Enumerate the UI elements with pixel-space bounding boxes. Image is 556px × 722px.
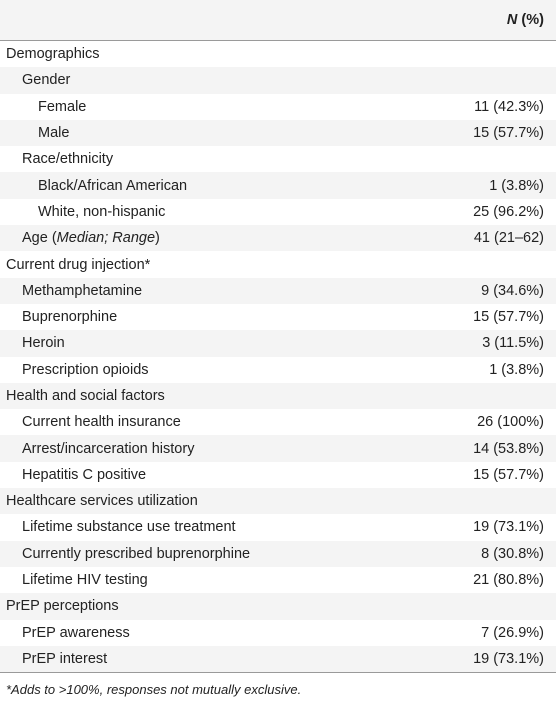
row-label xyxy=(0,493,198,509)
table-row xyxy=(0,383,556,409)
row-label xyxy=(0,230,160,246)
table-row xyxy=(0,514,556,540)
table-row xyxy=(0,620,556,646)
row-label-text: Lifetime HIV testing xyxy=(22,572,148,589)
row-value: 41 (21–62) xyxy=(473,230,544,247)
table-row xyxy=(0,567,556,593)
row-label xyxy=(0,598,119,614)
row-label xyxy=(0,651,107,667)
row-value: 15 (57.7%) xyxy=(473,309,544,326)
row-label xyxy=(0,546,250,562)
row-label-text: Heroin xyxy=(22,335,65,352)
row-label xyxy=(0,625,130,641)
table-row xyxy=(0,41,556,67)
row-label-text: Current health insurance xyxy=(22,414,181,431)
row-label-text: Methamphetamine xyxy=(22,282,143,299)
row-label-text: Female xyxy=(38,98,87,115)
row-value: 3 (11.5%) xyxy=(482,335,544,352)
row-value: 25 (96.2%) xyxy=(473,203,544,220)
row-label xyxy=(0,441,194,457)
table-footnote: *Adds to >100%, responses not mutually exclusive. xyxy=(6,682,302,698)
row-label-text: Hepatitis C positive xyxy=(22,466,147,483)
row-label-text: Race/ethnicity xyxy=(22,151,114,168)
row-label xyxy=(0,362,149,378)
row-value: 9 (34.6%) xyxy=(481,282,544,299)
table-row xyxy=(0,357,556,383)
row-label xyxy=(0,178,187,194)
table-row xyxy=(0,172,556,198)
row-label-text: Lifetime substance use treatment xyxy=(22,519,236,536)
table-row xyxy=(0,225,556,251)
row-label xyxy=(0,151,113,167)
row-label xyxy=(0,572,148,588)
row-label xyxy=(0,257,150,273)
row-label-text: Currently prescribed buprenorphine xyxy=(22,545,251,562)
column-header-n xyxy=(507,12,544,28)
table-row xyxy=(0,541,556,567)
row-label xyxy=(0,46,100,62)
table-row xyxy=(0,120,556,146)
row-label xyxy=(0,335,65,351)
row-label xyxy=(0,519,236,535)
row-label-text: PrEP interest xyxy=(22,650,108,667)
table-body xyxy=(0,41,556,673)
row-label-text: Buprenorphine xyxy=(22,309,118,326)
table-row xyxy=(0,330,556,356)
row-value: 11 (42.3%) xyxy=(474,98,544,115)
row-value: 1 (3.8%) xyxy=(489,361,544,378)
column-header-n-symbol: N xyxy=(506,12,518,28)
row-label-text: PrEP awareness xyxy=(22,624,130,641)
table-row xyxy=(0,67,556,93)
row-value: 1 (3.8%) xyxy=(489,177,544,194)
table-row xyxy=(0,646,556,672)
row-value: 19 (73.1%) xyxy=(473,650,544,667)
row-label xyxy=(0,99,86,115)
row-label xyxy=(0,414,181,430)
row-value: 21 (80.8%) xyxy=(473,572,544,589)
table-row xyxy=(0,146,556,172)
column-header-n-unit: (%) xyxy=(517,12,544,28)
row-label xyxy=(0,72,70,88)
table-row xyxy=(0,199,556,225)
table-row xyxy=(0,593,556,619)
row-value: 8 (30.8%) xyxy=(481,545,544,562)
table-row xyxy=(0,278,556,304)
row-label-text: Arrest/incarceration history xyxy=(22,440,195,457)
row-label xyxy=(0,467,146,483)
row-label-text: White, non-hispanic xyxy=(38,203,166,220)
row-label xyxy=(0,204,165,220)
row-label-text: Health and social factors xyxy=(6,388,165,404)
table-row xyxy=(0,409,556,435)
table-row xyxy=(0,462,556,488)
row-value: 7 (26.9%) xyxy=(481,624,544,641)
row-label-text: Demographics xyxy=(6,46,100,63)
table-row xyxy=(0,304,556,330)
table-row xyxy=(0,94,556,120)
row-label-text: Black/African American xyxy=(38,177,188,194)
row-label xyxy=(0,283,142,299)
row-value: 26 (100%) xyxy=(477,414,544,431)
row-label-text: Gender xyxy=(22,72,71,89)
row-label-text: Male xyxy=(38,125,70,142)
row-value: 15 (57.7%) xyxy=(473,466,544,483)
row-value: 14 (53.8%) xyxy=(473,440,544,457)
row-label-text: Prescription opioids xyxy=(22,361,149,378)
row-label xyxy=(0,309,117,325)
table-row xyxy=(0,251,556,277)
row-label xyxy=(0,125,69,141)
row-label-text: PrEP perceptions xyxy=(6,598,119,615)
row-value: 19 (73.1%) xyxy=(473,519,544,536)
table-row xyxy=(0,488,556,514)
table-header xyxy=(0,0,556,41)
row-label-italic: Median; Range xyxy=(56,230,156,247)
row-label-suffix: ) xyxy=(155,230,160,247)
table-row xyxy=(0,435,556,461)
row-label-text: Healthcare services utilization xyxy=(6,493,198,510)
row-label xyxy=(0,388,165,404)
row-label-text: Current drug injection* xyxy=(6,256,151,273)
row-value: 15 (57.7%) xyxy=(473,125,544,142)
row-label-text: Age ( xyxy=(22,230,57,247)
